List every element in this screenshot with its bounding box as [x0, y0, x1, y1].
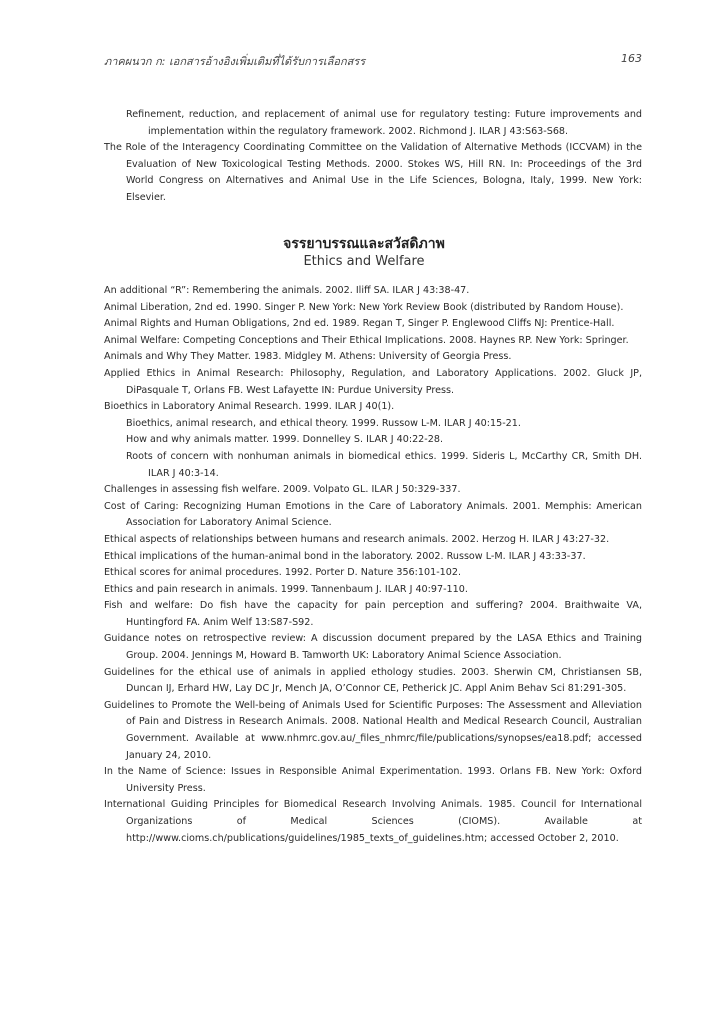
section-heading [0, 235, 728, 271]
reference-entry: Applied Ethics in Animal Research: Philosophy, Regulation, and Laboratory Applications. 2002. Gluck JP, DiPasquale T, Orlans FB. West Lafayette IN: Purdue University Press. [104, 367, 642, 396]
page-header [104, 52, 642, 70]
reference-entry: In the Name of Science: Issues in Responsible Animal Experimentation. 1993. Orlans FB. New York: Oxford University Press. [104, 766, 642, 794]
reference-entry: Challenges in assessing fish welfare. 2009. Volpato GL. ILAR J 50:329-337. [104, 484, 461, 496]
reference-entry: Guidelines to Promote the Well-being of Animals Used for Scientific Purposes: The Assessment and Alleviation of Pain and Distress in Research Animals. 2008. National Health and Medical Research Council, Australian Government. Available at www.nhmrc.gov.au/_files_nhmrc/file/publications/synopses/ea18.pdf; accessed January 24, 2010. [104, 699, 642, 761]
reference-entry: Refinement, reduction, and replacement of animal use for regulatory testing: Future improvements and implementation within the regulatory framework. 2002. Richmond J. ILAR J 43:S63-S68. [126, 109, 642, 137]
reference-entry: Guidelines for the ethical use of animals in applied ethology studies. 2003. Sherwin CM, Christiansen SB, Duncan IJ, Erhard HW, Lay DC Jr, Mench JA, O’Connor CE, Petherick JC. Appl Anim Behav Sci 81:291-305. [104, 666, 642, 695]
reference-entry: Animal Rights and Human Obligations, 2nd ed. 1989. Regan T, Singer P. Englewood Cliffs NJ: Prentice-Hall. [104, 318, 615, 330]
reference-subentry: How and why animals matter. 1999. Donnelley S. ILAR J 40:22-28. [126, 434, 444, 446]
section-title-thai: จรรยาบรรณและสวัสดิภาพ [283, 236, 445, 252]
page-number: 163 [621, 52, 642, 65]
section-title-english: Ethics and Welfare [303, 254, 425, 269]
reference-entry: Bioethics in Laboratory Animal Research. 1999. ILAR J 40(1). [104, 401, 395, 413]
reference-entry: Animal Welfare: Competing Conceptions and Their Ethical Implications. 2008. Haynes RP. New York: Springer. [104, 334, 629, 346]
reference-entry: Guidance notes on retrospective review: A discussion document prepared by the LASA Ethics and Training Group. 2004. Jennings M, Howard B. Tamworth UK: Laboratory Animal Science Association. [104, 633, 642, 662]
reference-subentry: Roots of concern with nonhuman animals in biomedical ethics. 1999. Sideris L, McCarthy CR, Smith DH. ILAR J 40:3-14. [126, 450, 642, 479]
reference-entry: Animals and Why They Matter. 1983. Midgley M. Athens: University of Georgia Press. [104, 351, 512, 363]
reference-entry: Ethical aspects of relationships between humans and research animals. 2002. Herzog H. ILAR J 43:27-32. [104, 533, 610, 545]
reference-entry: An additional “R”: Remembering the animals. 2002. Iliff SA. ILAR J 43:38-47. [104, 285, 470, 296]
reference-entry: The Role of the Interagency Coordinating Committee on the Validation of Alternative Methods (ICCVAM) in the Evaluation of New Toxicological Testing Methods. 2000. Stokes WS, Hill RN. In: Proceedings of the 3rd World Congress on Alternatives and Animal Use in the Life Sciences, Bologna, Italy, 1999. New York: Elsevier. [104, 142, 642, 203]
reference-entry: Animal Liberation, 2nd ed. 1990. Singer P. New York: New York Review Book (distributed by Random House). [104, 301, 624, 313]
reference-entry: Cost of Caring: Recognizing Human Emotions in the Care of Laboratory Animals. 2001. Memphis: American Association for Laboratory Animal Science. [104, 500, 642, 529]
running-head: ภาคผนวก ก: เอกสารอ้างอิงเพิ่มเติมที่ได้รับการเลือกสรร [104, 55, 366, 68]
reference-entry: Ethical implications of the human-animal bond in the laboratory. 2002. Russow L-M. ILAR J 43:33-37. [104, 550, 586, 562]
reference-entry: International Guiding Principles for Biomedical Research Involving Animals. 1985. Council for International Organizations of Medical Sciences (CIOMS). Available at http://www.cioms.ch/publications/guidelines/1985_texts_of_guidelines.htm; accessed October 2, 2010. [104, 799, 642, 844]
reference-entry: Ethics and pain research in animals. 1999. Tannenbaum J. ILAR J 40:97-110. [104, 583, 468, 595]
reference-list-continued [104, 107, 642, 207]
reference-entry: Fish and welfare: Do fish have the capacity for pain perception and suffering? 2004. Braithwaite VA, Huntingford FA. Anim Welf 13:S87-S92. [104, 600, 642, 628]
reference-entry: Ethical scores for animal procedures. 1992. Porter D. Nature 356:101-102. [104, 567, 462, 579]
reference-list [104, 283, 642, 847]
reference-subentry: Bioethics, animal research, and ethical theory. 1999. Russow L-M. ILAR J 40:15-21. [126, 417, 521, 429]
